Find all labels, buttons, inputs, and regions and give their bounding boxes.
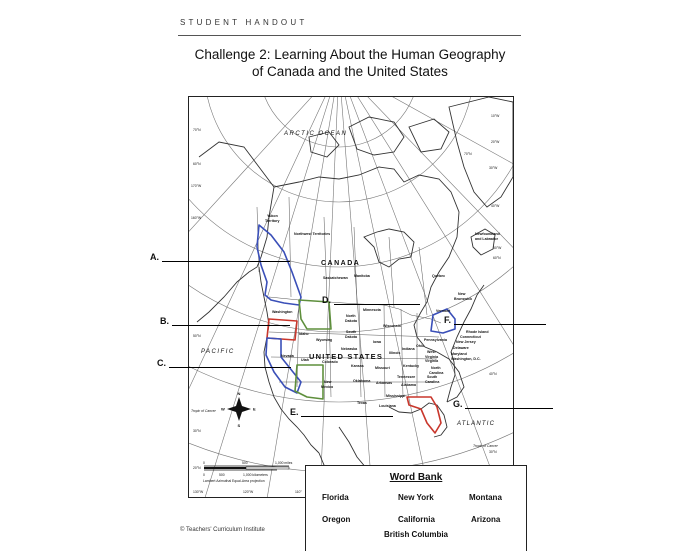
answer-blank[interactable]	[334, 304, 420, 305]
idaho-label: Idaho	[299, 332, 309, 336]
word-bank-word: Arizona	[471, 515, 501, 524]
north-carolina-label-2: Carolina	[429, 371, 444, 375]
oklahoma-label: Oklahoma	[353, 379, 371, 383]
word-bank-word: British Columbia	[384, 530, 449, 539]
atlantic-ocean-label: ATLANTIC	[457, 421, 496, 427]
south-dakota-label: South	[346, 330, 357, 334]
handout-label: STUDENT HANDOUT	[180, 18, 308, 27]
answer-d[interactable]	[322, 295, 420, 305]
answer-a[interactable]	[150, 252, 290, 262]
answer-b[interactable]	[160, 316, 290, 326]
wisconsin-label: Wisconsin	[383, 324, 401, 328]
word-bank-word: Oregon	[322, 515, 351, 524]
lat-label-20-left: 20°N	[193, 466, 201, 470]
missouri-label: Missouri	[375, 366, 390, 370]
compass-star-icon	[227, 397, 251, 421]
latitude-circle-70	[204, 97, 474, 202]
lon-label-130: 130°W	[193, 490, 204, 494]
new-mexico-label-2: Mexico	[321, 385, 334, 389]
indiana-label: Indiana	[402, 347, 415, 351]
canada-label: CANADA	[321, 260, 361, 267]
hudson-bay	[364, 229, 414, 267]
scale-km-500: 500	[219, 473, 225, 477]
north-dakota-label: North	[346, 314, 356, 318]
answer-e[interactable]	[290, 407, 393, 417]
lat-label-60-right: 60°N	[493, 256, 501, 260]
answer-blank[interactable]	[301, 416, 393, 417]
scale-km-1000: 1,000 kilometers	[243, 473, 268, 477]
tropic-of-cancer-right: Tropic of Cancer	[473, 444, 498, 448]
west-virginia-label: West	[427, 350, 436, 354]
answer-blank[interactable]	[465, 408, 553, 409]
arctic-ocean-label: ARCTIC OCEAN	[284, 131, 348, 137]
lat-label-70-left: 70°N	[193, 128, 201, 132]
answer-letter: B.	[160, 316, 169, 326]
texas-label: Texas	[357, 401, 367, 405]
new-brunswick-label-2: Brunswick	[454, 297, 473, 301]
saskatchewan-label: Saskatchewan	[323, 276, 348, 280]
newfoundland-label-2: and Labrador	[475, 237, 498, 241]
delaware-label: Delaware	[453, 346, 469, 350]
manitoba-label: Manitoba	[354, 274, 370, 278]
tennessee-label: Tennessee	[397, 375, 416, 379]
maryland-label: Maryland	[451, 352, 467, 356]
connecticut-label: Connecticut	[460, 335, 481, 339]
scale-miles-1000: 1,000 miles	[275, 461, 293, 465]
answer-letter: D.	[322, 295, 331, 305]
answer-letter: G.	[453, 399, 463, 409]
word-bank-word: New York	[398, 493, 434, 502]
answer-letter: F.	[444, 315, 452, 325]
lon-label-110: 110°	[295, 490, 302, 494]
greenland	[449, 97, 513, 207]
answer-blank[interactable]	[169, 367, 291, 368]
lon-label-120: 120°W	[243, 490, 254, 494]
answer-blank[interactable]	[172, 325, 290, 326]
word-bank-word: California	[398, 515, 435, 524]
yukon-label: Yukon	[267, 214, 278, 218]
projection-note: Lambert Azimuthal Equal-Area projection	[203, 479, 265, 483]
word-bank-word: Florida	[322, 493, 349, 502]
alabama-label: Alabama	[401, 383, 416, 387]
pacific-ocean-label: PACIFIC	[201, 349, 235, 355]
louisiana-label: Louisiana	[379, 404, 396, 408]
kentucky-label: Kentucky	[403, 364, 420, 368]
scale-miles-500: 500	[242, 461, 248, 465]
lat-label-30-left: 30°N	[193, 429, 201, 433]
answer-letter: C.	[157, 358, 166, 368]
kansas-label: Kansas	[351, 364, 364, 368]
lon-label-160: 160°W	[191, 216, 202, 220]
alaska-coast	[197, 142, 274, 322]
word-bank-title: Word Bank	[389, 472, 443, 483]
scale-km-0: 0	[203, 473, 205, 477]
answer-letter: A.	[150, 252, 159, 262]
header-rule	[178, 35, 521, 36]
arkansas-label: Arkansas	[376, 381, 393, 385]
newfoundland-label: Newfoundland	[475, 232, 500, 236]
answer-c[interactable]	[157, 358, 291, 368]
answer-f[interactable]	[444, 315, 546, 325]
rhode-island-label: Rhode Island	[466, 330, 489, 334]
scale-bar	[203, 461, 293, 483]
compass-n: N	[237, 391, 241, 396]
lon-label-50: 50°W	[493, 246, 502, 250]
south-carolina-label-2: Carolina	[425, 380, 440, 384]
washington-label: Washington	[272, 310, 293, 314]
answer-letter: E.	[290, 407, 299, 417]
new-mexico-label: New	[324, 380, 332, 384]
arctic-islands	[309, 117, 449, 157]
compass-w: W	[221, 406, 225, 412]
answer-blank[interactable]	[454, 324, 546, 325]
nevada-label: Nevada	[281, 354, 294, 358]
nwt-label: Northwest Territories	[294, 232, 331, 236]
answer-blank[interactable]	[162, 261, 290, 262]
north-carolina-label: North	[431, 366, 441, 370]
west-virginia-label-2: Virginia	[425, 355, 439, 359]
word-bank-word: Montana	[469, 493, 502, 502]
united-states-label: UNITED STATES	[309, 352, 384, 361]
compass-e: E	[253, 406, 256, 412]
latitude-circle-80	[259, 97, 419, 147]
yukon-label-2: Territory	[265, 219, 280, 223]
south-dakota-label-2: Dakota	[345, 335, 357, 339]
answer-g[interactable]	[453, 399, 553, 409]
lon-label-170: 170°W	[191, 184, 202, 188]
lon-label-40: 40°W	[491, 204, 500, 208]
lat-label-30-right: 30°N	[489, 450, 497, 454]
new-jersey-label: New Jersey	[456, 340, 476, 344]
iowa-label: Iowa	[373, 340, 381, 344]
mississippi-label: Mississippi	[386, 394, 406, 398]
title-line-2: of Canada and the United States	[252, 64, 448, 79]
north-dakota-label-2: Dakota	[345, 319, 357, 323]
nebraska-label: Nebraska	[341, 347, 358, 351]
virginia-label: Virginia	[425, 359, 439, 363]
lat-label-50-left: 50°N	[193, 334, 201, 338]
word-bank	[305, 465, 527, 551]
lat-label-40-right: 40°N	[489, 372, 497, 376]
page-title	[150, 46, 550, 80]
south-carolina-label: South	[427, 375, 438, 379]
meridian	[189, 97, 339, 297]
tropic-of-cancer-left: Tropic of Cancer	[191, 409, 216, 413]
scale-bar-segment	[246, 467, 289, 469]
illinois-label: Illinois	[389, 351, 401, 355]
compass-rose	[221, 391, 256, 428]
vermont-label: Vermont	[436, 309, 451, 313]
wyoming-label: Wyoming	[316, 338, 333, 342]
utah-label: Utah	[301, 358, 309, 362]
florida-outline	[407, 397, 441, 433]
washington-dc-label: Washington, D.C.	[451, 357, 481, 361]
lon-label-10: 10°W	[491, 114, 500, 118]
colorado-label: Colorado	[322, 360, 338, 364]
copyright-notice: © Teachers' Curriculum Institute	[180, 527, 265, 533]
scale-miles-0: 0	[203, 461, 205, 465]
lat-label-60-left: 60°N	[193, 162, 201, 166]
lat-label-70-right: 70°N	[464, 152, 472, 156]
compass-s: S	[237, 423, 241, 428]
quebec-label: Quebec	[432, 274, 446, 278]
pennsylvania-label: Pennsylvania	[424, 338, 447, 342]
ohio-label: Ohio	[416, 344, 425, 348]
scale-bar-segment	[204, 467, 246, 469]
title-line-1: Challenge 2: Learning About the Human Geography	[194, 47, 506, 62]
minnesota-label: Minnesota	[363, 308, 381, 312]
new-brunswick-label: New	[458, 292, 466, 296]
lon-label-20: 20°W	[491, 140, 500, 144]
lon-label-30: 30°W	[489, 166, 498, 170]
